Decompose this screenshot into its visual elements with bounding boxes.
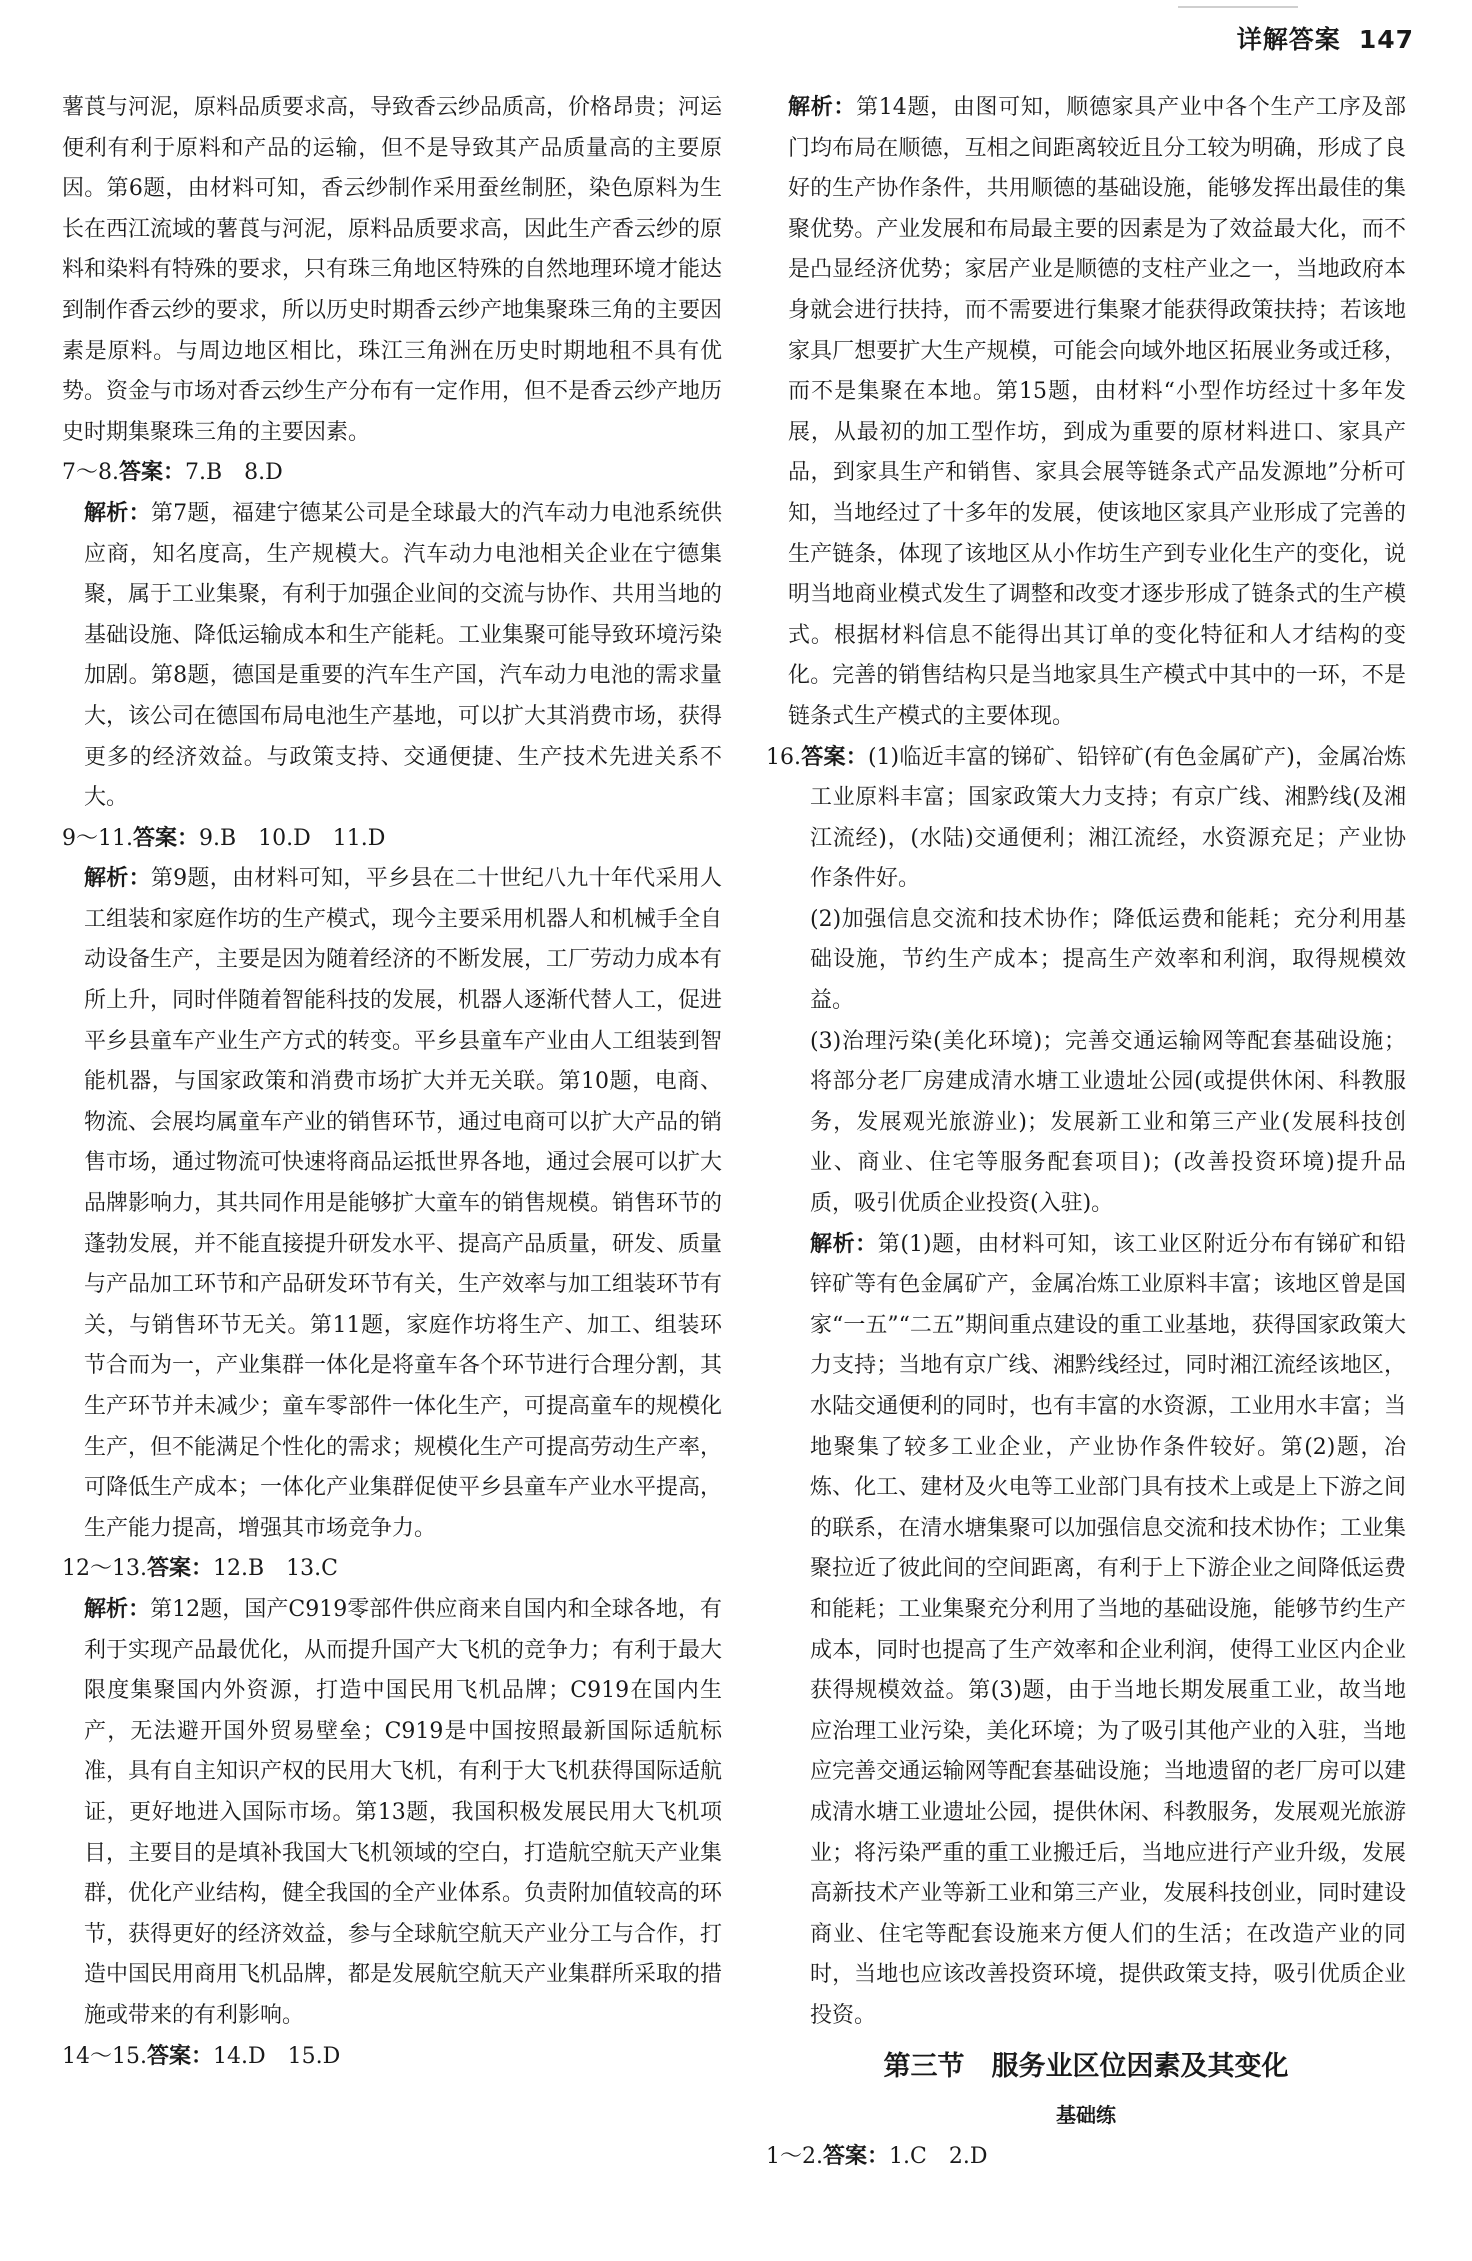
page-number: 147 — [1358, 25, 1414, 54]
left-column — [62, 88, 722, 2077]
answer-1-2: 1～2.答案：1.C 2.D — [766, 2143, 988, 2169]
answer-14-15: 14～15.答案：14.D 15.D — [62, 2043, 341, 2069]
analysis-16: 解析：第(1)题，由材料可知，该工业区附近分布有锑矿和铅锌矿等有色金属矿产，金属冶炼工业原料丰富；该地区曾是国家“一五”“二五”期间重点建设的重工业基地，获得国家政策大力支持；当地有京广线、湘黔线经过，同时湘江流经该地区，水陆交通便利的同时，也有丰富的水资源，工业用水丰富；当地聚集了较多工业企业，产业协作条件较好。第(2)题，冶炼、化工、建材及火电等工业部门具有技术上或是上下游之间的联系，在清水塘集聚可以加强信息交流和技术协作；工业集聚拉近了彼此间的空间距离，有利于上下游企业之间降低运费和能耗；工业集聚充分利用了当地的基础设施，能够节约生产成本，同时也提高了生产效率和企业利润，使得工业区内企业获得规模效益。第(3)题，由于当地长期发展重工业，故当地应治理工业污染，美化环境；为了吸引其他产业的入驻，当地应完善交通运输网等配套基础设施；当地遗留的老厂房可以建成清水塘工业遗址公园，提供休闲、科教服务，发展观光旅游业；将污染严重的重工业搬迁后，当地应进行产业升级，发展高新技术产业等新工业和第三产业，发展科技创业，同时建设商业、住宅等配套设施来方便人们的生活；在改造产业的同时，当地也应该改善投资环境，提供政策支持，吸引优质企业投资。 — [810, 1231, 1406, 2028]
answer-12-13: 12～13.答案：12.B 13.C — [62, 1556, 338, 1582]
answer-7-8: 7～8.答案：7.B 8.D — [62, 460, 283, 486]
answer-16-part1: 16.答案：(1)临近丰富的锑矿、铅锌矿(有色金属矿产)，金属冶炼工业原料丰富；国家政策大力支持；有京广线、湘黔线(及湘江流经)，(水陆)交通便利；湘江流经，水资源充足；产业协作条件好。 — [766, 744, 1406, 892]
right-column — [766, 88, 1406, 2177]
answer-9-11: 9～11.答案：9.B 10.D 11.D — [62, 825, 386, 851]
paragraph-continued: 薯莨与河泥，原料品质要求高，导致香云纱品质高，价格昂贵；河运便利有利于原料和产品的运输，但不是导致其产品质量高的主要原因。第6题，由材料可知，香云纱制作采用蚕丝制胚，染色原料为生长在西江流域的薯莨与河泥，原料品质要求高，因此生产香云纱的原料和染料有特殊的要求，只有珠三角地区特殊的自然地理环境才能达到制作香云纱的要求，所以历史时期香云纱产地集聚珠三角的主要因素是原料。与周边地区相比，珠江三角洲在历史时期地租不具有优势。资金与市场对香云纱生产分布有一定作用，但不是香云纱产地历史时期集聚珠三角的主要因素。 — [62, 95, 723, 445]
header-title: 详解答案 — [1236, 25, 1341, 54]
answer-16-part3: (3)治理污染(美化环境)；完善交通运输网等配套基础设施；将部分老厂房建成清水塘工业遗址公园(或提供休闲、科教服务，发展观光旅游业)；发展新工业和第三产业(发展科技创业、商业、住宅等服务配套项目)；(改善投资环境)提升品质，吸引优质企业投资(入驻)。 — [810, 1028, 1406, 1217]
section-title: 第三节 服务业区位因素及其变化 — [883, 2050, 1289, 2082]
page-header — [1237, 20, 1414, 56]
analysis-9-11: 解析：第9题，由材料可知，平乡县在二十世纪八九十年代采用人工组装和家庭作坊的生产模式，现今主要采用机器人和机械手全自动设备生产，主要是因为随着经济的不断发展，工厂劳动力成本有所上升，同时伴随着智能科技的发展，机器人逐渐代替人工，促进平乡县童车产业生产方式的转变。平乡县童车产业由人工组装到智能机器，与国家政策和消费市场扩大并无关联。第10题，电商、物流、会展均属童车产业的销售环节，通过电商可以扩大产品的销售市场，通过物流可快速将商品运抵世界各地，通过会展可以扩大品牌影响力，其共同作用是能够扩大童车的销售规模。销售环节的蓬勃发展，并不能直接提升研发水平、提高产品质量，研发、质量与产品加工环节和产品研发环节有关，生产效率与加工组装环节有关，与销售环节无关。第11题，家庭作坊将生产、加工、组装环节合而为一，产业集群一体化是将童车各个环节进行合理分割，其生产环节并未减少；童车零部件一体化生产，可提高童车的规模化生产，但不能满足个性化的需求；规模化生产可提高劳动生产率，可降低生产成本；一体化产业集群促使平乡县童车产业水平提高，生产能力提高，增强其市场竞争力。 — [84, 866, 723, 1541]
subsection-title: 基础练 — [1056, 2102, 1116, 2127]
analysis-14-15: 解析：第14题，由图可知，顺德家具产业中各个生产工序及部门均布局在顺德，互相之间距离较近且分工较为明确，形成了良好的生产协作条件，共用顺德的基础设施，能够发挥出最佳的集聚优势。产业发展和布局最主要的因素是为了效益最大化，而不是凸显经济优势；家居产业是顺德的支柱产业之一，当地政府本身就会进行扶持，而不需要进行集聚才能获得政策扶持；若该地家具厂想要扩大生产规模，可能会向域外地区拓展业务或迁移，而不是集聚在本地。第15题，由材料“小型作坊经过十多年发展，从最初的加工型作坊，到成为重要的原材料进口、家具产品，到家具生产和销售、家具会展等链条式产品发源地”分析可知，当地经过了十多年的发展，使该地区家具产业形成了完善的生产链条，体现了该地区从小作坊生产到专业化生产的变化，说明当地商业模式发生了调整和改变才逐步形成了链条式的生产模式。根据材料信息不能得出其订单的变化特征和人才结构的变化。完善的销售结构只是当地家具生产模式中其中的一环，不是链条式生产模式的主要体现。 — [788, 95, 1406, 729]
analysis-7-8: 解析：第7题，福建宁德某公司是全球最大的汽车动力电池系统供应商，知名度高，生产规模大。汽车动力电池相关企业在宁德集聚，属于工业集聚，有利于加强企业间的交流与协作、共用当地的基础设施、降低运输成本和生产能耗。工业集聚可能导致环境污染加剧。第8题，德国是重要的汽车生产国，汽车动力电池的需求量大，该公司在德国布局电池生产基地，可以扩大其消费市场，获得更多的经济效益。与政策支持、交通便捷、生产技术先进关系不大。 — [84, 500, 723, 811]
analysis-12-13: 解析：第12题，国产C919零部件供应商来自国内和全球各地，有利于实现产品最优化，从而提升国产大飞机的竞争力；有利于最大限度集聚国内外资源，打造中国民用飞机品牌；C919在国内生产，无法避开国外贸易壁垒；C919是中国按照最新国际适航标准，具有自主知识产权的民用大飞机，有利于大飞机获得国际适航证，更好地进入国际市场。第13题，我国积极发展民用大飞机项目，主要目的是填补我国大飞机领域的空白，打造航空航天产业集群，优化产业结构，健全我国的全产业体系。负责附加值较高的环节，获得更好的经济效益，参与全球航空航天产业分工与合作，打造中国民用商用飞机品牌，都是发展航空航天产业集群所采取的措施或带来的有利影响。 — [84, 1596, 723, 2028]
top-rule — [1178, 6, 1298, 8]
answer-16-part2: (2)加强信息交流和技术协作；降低运费和能耗；充分利用基础设施，节约生产成本；提高生产效率和利润，取得规模效益。 — [810, 906, 1406, 1014]
